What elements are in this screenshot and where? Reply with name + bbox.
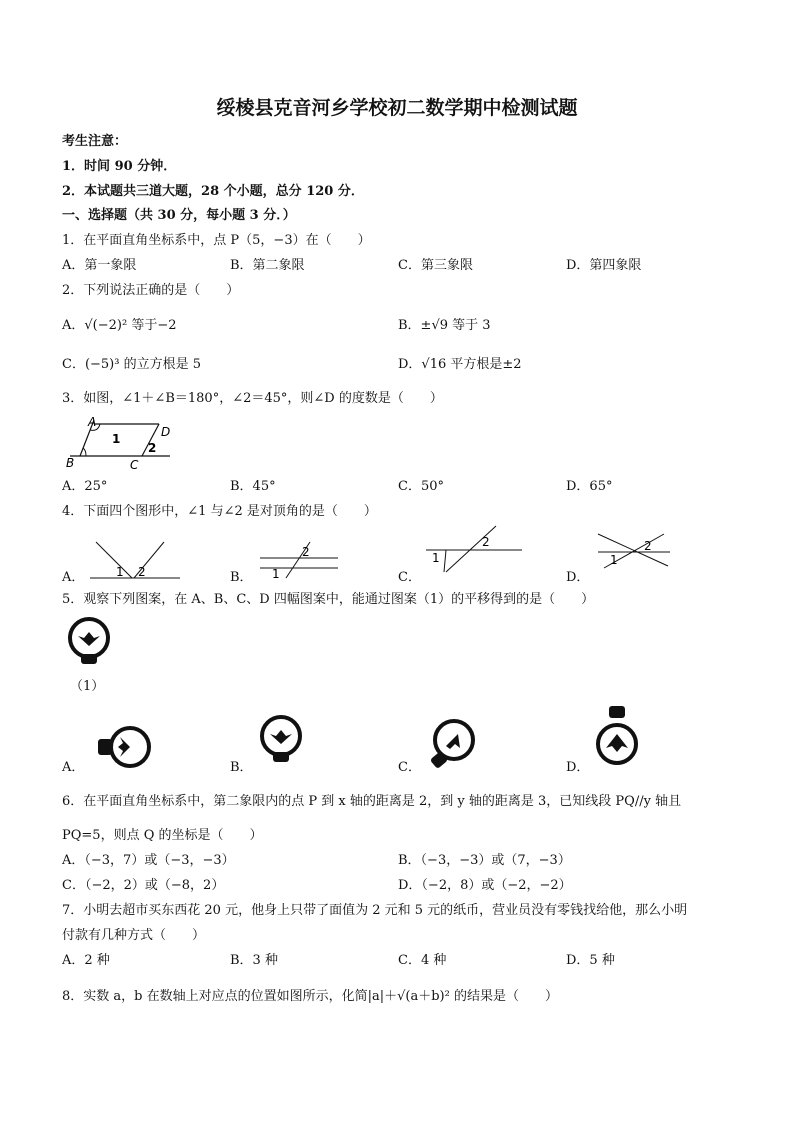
q4-figure-a <box>88 538 182 582</box>
q5-caption: （1） <box>70 679 105 694</box>
q3-option-c: C．50° <box>398 479 444 494</box>
q4c-angle-1: 1 <box>432 551 440 565</box>
q2-option-b: B．±√9 等于 3 <box>398 318 491 333</box>
q6-stem-line2: PQ=5，则点 Q 的坐标是（ ） <box>62 828 263 843</box>
q6-option-b: B．（−3，−3）或（7，−3） <box>398 853 571 868</box>
q4a-angle-2: 2 <box>138 565 146 579</box>
q5-bulb-a-icon <box>92 722 156 772</box>
q5-stem: 5．观察下列图案，在 A、B、C、D 四幅图案中，能通过图案（1）的平移得到的是（ ） <box>62 592 595 607</box>
q4-figure-c <box>424 524 524 576</box>
q3-label-a: A <box>88 415 97 429</box>
q4-figure-d <box>596 530 672 572</box>
notice-heading: 考生注意： <box>62 134 128 149</box>
q3-figure <box>64 414 176 472</box>
q2-option-d: D．√16 平方根是±2 <box>398 357 522 372</box>
q3-label-d: D <box>161 425 171 439</box>
q5-bulb-c-icon <box>424 716 480 772</box>
q5-bulb-original-icon <box>64 616 114 670</box>
q3-label-1: 1 <box>112 432 121 446</box>
q4d-angle-1: 1 <box>610 553 618 567</box>
q7-option-c: C．4 种 <box>398 953 447 968</box>
q4b-angle-1: 1 <box>272 567 280 581</box>
q2-stem: 2．下列说法正确的是（ ） <box>62 283 240 298</box>
q4-option-c: C． <box>398 570 421 585</box>
q4d-angle-2: 2 <box>644 539 652 553</box>
q2-option-c: C．(−5)³ 的立方根是 5 <box>62 357 202 372</box>
q5-bulb-d-icon <box>592 704 642 772</box>
q4-option-b: B． <box>230 570 253 585</box>
q3-option-d: D．65° <box>566 479 613 494</box>
q7-stem-line2: 付款有几种方式（ ） <box>62 928 206 943</box>
q5-option-a: A． <box>62 760 85 775</box>
q1-option-a: A．第一象限 <box>62 258 137 273</box>
q7-stem-line1: 7．小明去超市买东西花 20 元，他身上只带了面值为 2 元和 5 元的纸币，营业员没有零钱找给他，那么小明 <box>62 903 688 918</box>
q4-option-a: A． <box>62 570 85 585</box>
q6-option-d: D．（−2，8）或（−2，−2） <box>398 878 572 893</box>
q3-label-c: C <box>130 458 139 472</box>
q5-option-d: D． <box>566 760 590 775</box>
q2-option-a: A．√(−2)² 等于−2 <box>62 318 177 333</box>
q4-option-d: D． <box>566 570 590 585</box>
q3-option-a: A．25° <box>62 479 108 494</box>
q3-option-b: B．45° <box>230 479 276 494</box>
q1-stem: 1．在平面直角坐标系中，点 P（5，−3）在（ ） <box>62 233 371 248</box>
q1-option-c: C．第三象限 <box>398 258 473 273</box>
q4a-angle-1: 1 <box>116 565 124 579</box>
q1-option-d: D．第四象限 <box>566 258 642 273</box>
notice-item-2: 2．本试题共三道大题，28 个小题，总分 120 分． <box>62 184 364 199</box>
q4-stem: 4．下面四个图形中，∠1 与∠2 是对顶角的是（ ） <box>62 504 377 519</box>
q6-option-c: C．（−2，2）或（−8，2） <box>62 878 225 893</box>
q8-stem: 8．实数 a，b 在数轴上对应点的位置如图所示，化简|a|＋√(a＋b)² 的结果是（ ） <box>62 989 558 1004</box>
q4c-angle-2: 2 <box>482 535 490 549</box>
q4-figure-b <box>258 538 342 582</box>
section-heading: 一、选择题（共 30 分，每小题 3 分．） <box>62 208 296 223</box>
q5-bulb-b-icon <box>256 714 306 772</box>
q3-stem: 3．如图，∠1＋∠B＝180°，∠2＝45°，则∠D 的度数是（ ） <box>62 391 443 406</box>
q7-option-a: A．2 种 <box>62 953 110 968</box>
q6-stem-line1: 6．在平面直角坐标系中，第二象限内的点 P 到 x 轴的距离是 2，到 y 轴的距离是 3，已知线段 PQ//y 轴且 <box>62 794 682 809</box>
q5-option-c: C． <box>398 760 421 775</box>
notice-item-1: 1．时间 90 分钟． <box>62 159 177 174</box>
q7-option-d: D．5 种 <box>566 953 615 968</box>
q6-option-a: A．（−3，7）或（−3，−3） <box>62 853 235 868</box>
q3-label-2: 2 <box>148 441 157 455</box>
q7-option-b: B．3 种 <box>230 953 278 968</box>
q5-option-b: B． <box>230 760 253 775</box>
q4b-angle-2: 2 <box>302 545 310 559</box>
page-title: 绥棱县克音河乡学校初二数学期中检测试题 <box>216 97 578 119</box>
q1-option-b: B．第二象限 <box>230 258 305 273</box>
q3-label-b: B <box>66 456 75 470</box>
